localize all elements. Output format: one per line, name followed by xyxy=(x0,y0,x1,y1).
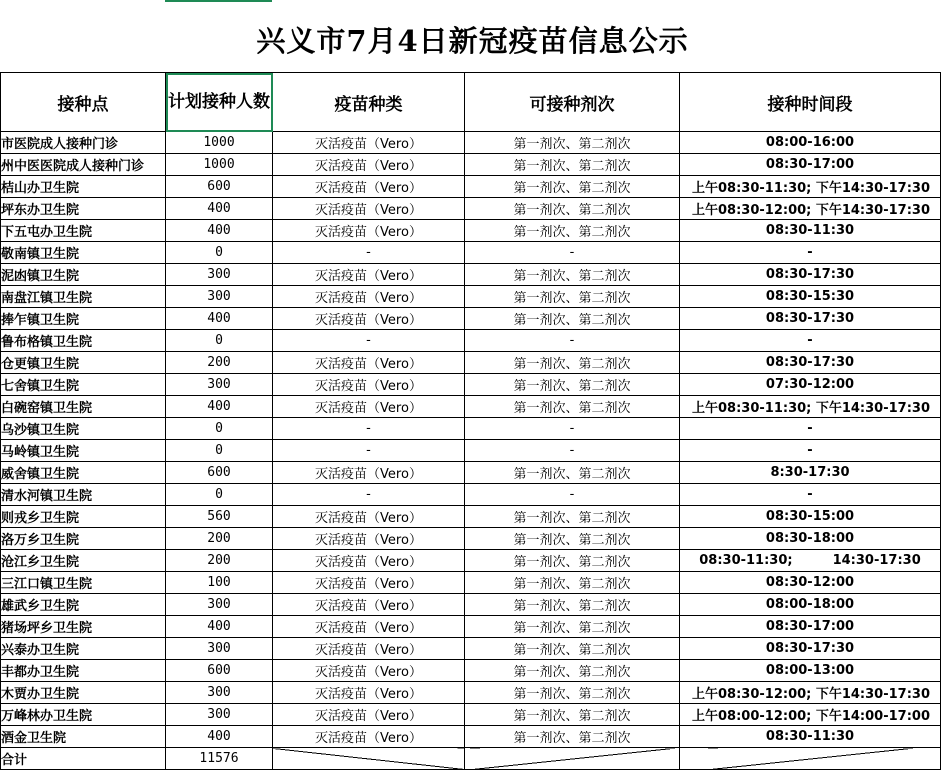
site-cell[interactable]: 洛万乡卫生院 xyxy=(1,528,166,550)
vaccine-cell[interactable]: 灭活疫苗（Vero） xyxy=(273,726,465,748)
table-row xyxy=(1,682,941,704)
site-cell[interactable]: 市医院成人接种门诊 xyxy=(1,132,166,154)
time-cell[interactable] xyxy=(680,682,941,704)
vaccine-cell[interactable]: - xyxy=(273,440,465,462)
table-row xyxy=(1,484,941,506)
table-row xyxy=(1,132,941,154)
site-cell[interactable]: 敬南镇卫生院 xyxy=(1,242,166,264)
total-label[interactable]: 合计 xyxy=(1,748,166,770)
vaccine-cell[interactable]: 灭活疫苗（Vero） xyxy=(273,264,465,286)
planned-cell[interactable]: 100 xyxy=(166,572,273,594)
dose-cell[interactable]: - xyxy=(465,440,680,462)
vaccine-cell[interactable]: 灭活疫苗（Vero） xyxy=(273,572,465,594)
vaccine-cell[interactable]: - xyxy=(273,418,465,440)
vaccine-cell[interactable]: 灭活疫苗（Vero） xyxy=(273,308,465,330)
time-pm: 下午14:30-17:30 xyxy=(815,687,930,702)
table-row xyxy=(1,220,941,242)
time-split xyxy=(680,683,940,702)
time-cell[interactable]: 08:30-17:30 xyxy=(680,352,941,374)
site-cell[interactable]: 兴泰办卫生院 xyxy=(1,638,166,660)
table-row xyxy=(1,286,941,308)
planned-cell[interactable]: 300 xyxy=(166,704,273,726)
table-row xyxy=(1,264,941,286)
vaccine-cell[interactable]: 灭活疫苗（Vero） xyxy=(273,638,465,660)
total-dose-cell[interactable] xyxy=(465,748,680,770)
site-cell[interactable]: 猪场坪乡卫生院 xyxy=(1,616,166,638)
dose-cell[interactable]: 第一剂次、第二剂次 xyxy=(465,352,680,374)
planned-cell[interactable]: 300 xyxy=(166,286,273,308)
site-cell[interactable]: 坪东办卫生院 xyxy=(1,198,166,220)
vaccine-cell[interactable]: - xyxy=(273,484,465,506)
time-cell[interactable]: 08:30-15:30 xyxy=(680,286,941,308)
site-cell[interactable]: 三江口镇卫生院 xyxy=(1,572,166,594)
dose-cell[interactable]: - xyxy=(465,418,680,440)
dose-cell[interactable]: 第一剂次、第二剂次 xyxy=(465,462,680,484)
vaccine-cell[interactable]: 灭活疫苗（Vero） xyxy=(273,286,465,308)
planned-cell[interactable]: 300 xyxy=(166,594,273,616)
dose-cell[interactable]: 第一剂次、第二剂次 xyxy=(465,506,680,528)
dose-cell[interactable]: 第一剂次、第二剂次 xyxy=(465,594,680,616)
planned-cell[interactable]: 300 xyxy=(166,682,273,704)
time-cell[interactable]: - xyxy=(680,440,941,462)
vaccine-cell[interactable]: 灭活疫苗（Vero） xyxy=(273,660,465,682)
table-row xyxy=(1,154,941,176)
time-cell[interactable]: 08:30-17:30 xyxy=(680,264,941,286)
planned-cell[interactable]: 400 xyxy=(166,396,273,418)
time-split xyxy=(680,553,940,568)
table-row xyxy=(1,506,941,528)
header-planned[interactable]: 计划接种人数 xyxy=(166,73,273,132)
site-cell[interactable]: 马岭镇卫生院 xyxy=(1,440,166,462)
time-cell[interactable] xyxy=(680,198,941,220)
planned-cell[interactable]: 0 xyxy=(166,484,273,506)
header-dose[interactable]: 可接种剂次 xyxy=(465,73,680,132)
dose-cell[interactable]: - xyxy=(465,242,680,264)
site-cell[interactable]: 下五屯办卫生院 xyxy=(1,220,166,242)
vaccine-cell[interactable]: 灭活疫苗（Vero） xyxy=(273,682,465,704)
planned-cell[interactable]: 200 xyxy=(166,352,273,374)
dose-cell[interactable]: 第一剂次、第二剂次 xyxy=(465,198,680,220)
table-row xyxy=(1,198,941,220)
header-time[interactable]: 接种时间段 xyxy=(680,73,941,132)
time-am: 08:30-11:30; xyxy=(699,553,793,568)
planned-cell[interactable]: 0 xyxy=(166,330,273,352)
planned-cell[interactable]: 400 xyxy=(166,220,273,242)
time-pm: 下午14:30-17:30 xyxy=(815,401,930,416)
total-planned[interactable]: 11576 xyxy=(166,748,273,770)
dose-cell[interactable]: 第一剂次、第二剂次 xyxy=(465,308,680,330)
vaccine-cell[interactable]: 灭活疫苗（Vero） xyxy=(273,220,465,242)
time-cell[interactable]: 08:30-17:00 xyxy=(680,616,941,638)
table-row xyxy=(1,330,941,352)
planned-cell[interactable]: 300 xyxy=(166,638,273,660)
time-cell[interactable]: 08:00-16:00 xyxy=(680,132,941,154)
page-title: 兴义市7月4日新冠疫苗信息公示 xyxy=(256,23,689,58)
dose-cell[interactable]: 第一剂次、第二剂次 xyxy=(465,396,680,418)
time-split xyxy=(680,177,940,196)
vaccine-cell[interactable]: 灭活疫苗（Vero） xyxy=(273,396,465,418)
planned-cell[interactable]: 200 xyxy=(166,528,273,550)
planned-cell[interactable]: 400 xyxy=(166,616,273,638)
planned-cell[interactable]: 0 xyxy=(166,418,273,440)
time-cell[interactable]: - xyxy=(680,330,941,352)
time-pm: 下午14:30-17:30 xyxy=(815,181,930,196)
dose-cell[interactable]: 第一剂次、第二剂次 xyxy=(465,660,680,682)
dose-cell[interactable]: 第一剂次、第二剂次 xyxy=(465,616,680,638)
time-am: 上午08:00-12:00; xyxy=(692,709,812,724)
site-cell[interactable]: 鲁布格镇卫生院 xyxy=(1,330,166,352)
table-row xyxy=(1,418,941,440)
header-site[interactable]: 接种点 xyxy=(1,73,166,132)
dose-cell[interactable]: 第一剂次、第二剂次 xyxy=(465,550,680,572)
time-cell[interactable]: 08:30-17:30 xyxy=(680,638,941,660)
table-row xyxy=(1,396,941,418)
table-row xyxy=(1,352,941,374)
dose-cell[interactable]: 第一剂次、第二剂次 xyxy=(465,154,680,176)
time-cell[interactable]: 08:30-11:30 xyxy=(680,220,941,242)
vaccine-cell[interactable]: 灭活疫苗（Vero） xyxy=(273,352,465,374)
vaccine-cell[interactable]: 灭活疫苗（Vero） xyxy=(273,594,465,616)
planned-cell[interactable]: 400 xyxy=(166,308,273,330)
planned-cell[interactable]: 200 xyxy=(166,550,273,572)
time-cell[interactable]: 08:30-18:00 xyxy=(680,528,941,550)
vaccine-cell[interactable]: 灭活疫苗（Vero） xyxy=(273,616,465,638)
vaccine-cell[interactable]: 灭活疫苗（Vero） xyxy=(273,176,465,198)
total-vaccine-cell[interactable] xyxy=(273,748,465,770)
table-row xyxy=(1,440,941,462)
vaccine-cell[interactable]: 灭活疫苗（Vero） xyxy=(273,506,465,528)
table-row xyxy=(1,462,941,484)
table-row xyxy=(1,616,941,638)
time-cell[interactable]: 8:30-17:30 xyxy=(680,462,941,484)
time-cell[interactable]: 07:30-12:00 xyxy=(680,374,941,396)
time-cell[interactable]: 08:00-13:00 xyxy=(680,660,941,682)
dose-cell[interactable]: 第一剂次、第二剂次 xyxy=(465,572,680,594)
table-row xyxy=(1,374,941,396)
dose-cell[interactable]: 第一剂次、第二剂次 xyxy=(465,132,680,154)
site-cell[interactable]: 桔山办卫生院 xyxy=(1,176,166,198)
title-row xyxy=(0,0,945,72)
table-row xyxy=(1,550,941,572)
planned-cell[interactable]: 300 xyxy=(166,374,273,396)
vaccine-cell[interactable]: 灭活疫苗（Vero） xyxy=(273,198,465,220)
site-cell[interactable]: 雄武乡卫生院 xyxy=(1,594,166,616)
planned-cell[interactable]: 560 xyxy=(166,506,273,528)
time-cell[interactable]: 08:30-17:00 xyxy=(680,154,941,176)
site-cell[interactable]: 七舍镇卫生院 xyxy=(1,374,166,396)
table-row xyxy=(1,660,941,682)
dose-cell[interactable]: 第一剂次、第二剂次 xyxy=(465,682,680,704)
vaccine-cell[interactable]: 灭活疫苗（Vero） xyxy=(273,528,465,550)
time-cell[interactable]: 08:30-17:30 xyxy=(680,308,941,330)
time-cell[interactable] xyxy=(680,550,941,572)
time-cell[interactable] xyxy=(680,396,941,418)
planned-cell[interactable]: 600 xyxy=(166,176,273,198)
vaccine-cell[interactable]: 灭活疫苗（Vero） xyxy=(273,374,465,396)
planned-cell[interactable]: 1000 xyxy=(166,132,273,154)
site-cell[interactable]: 南盘江镇卫生院 xyxy=(1,286,166,308)
dose-cell[interactable]: 第一剂次、第二剂次 xyxy=(465,374,680,396)
site-cell[interactable]: 捧乍镇卫生院 xyxy=(1,308,166,330)
table-body xyxy=(1,132,941,748)
site-cell[interactable]: 乌沙镇卫生院 xyxy=(1,418,166,440)
vaccine-cell[interactable]: - xyxy=(273,242,465,264)
time-split xyxy=(680,705,940,724)
vaccine-table xyxy=(0,72,941,770)
dose-cell[interactable]: - xyxy=(465,330,680,352)
header-vaccine[interactable]: 疫苗种类 xyxy=(273,73,465,132)
time-split xyxy=(680,397,940,416)
time-am: 上午08:30-12:00; xyxy=(692,687,812,702)
time-cell[interactable]: 08:30-11:30 xyxy=(680,726,941,748)
site-cell[interactable]: 清水河镇卫生院 xyxy=(1,484,166,506)
dose-cell[interactable]: 第一剂次、第二剂次 xyxy=(465,638,680,660)
header-row xyxy=(1,73,941,132)
site-cell[interactable]: 木贾办卫生院 xyxy=(1,682,166,704)
time-pm: 14:30-17:30 xyxy=(832,553,921,568)
dose-cell[interactable]: 第一剂次、第二剂次 xyxy=(465,176,680,198)
dose-cell[interactable]: 第一剂次、第二剂次 xyxy=(465,704,680,726)
vaccine-cell[interactable]: - xyxy=(273,330,465,352)
site-cell[interactable]: 酒金卫生院 xyxy=(1,726,166,748)
time-cell[interactable]: - xyxy=(680,242,941,264)
time-pm: 下午14:00-17:00 xyxy=(815,709,930,724)
site-cell[interactable]: 仓更镇卫生院 xyxy=(1,352,166,374)
time-pm: 下午14:30-17:30 xyxy=(815,203,930,218)
planned-cell[interactable]: 1000 xyxy=(166,154,273,176)
table-row xyxy=(1,242,941,264)
vaccine-cell[interactable]: 灭活疫苗（Vero） xyxy=(273,550,465,572)
site-cell[interactable]: 丰都办卫生院 xyxy=(1,660,166,682)
vaccine-cell[interactable]: 灭活疫苗（Vero） xyxy=(273,154,465,176)
vaccine-cell[interactable]: 灭活疫苗（Vero） xyxy=(273,132,465,154)
total-time-cell[interactable] xyxy=(680,748,941,770)
table-row xyxy=(1,638,941,660)
site-cell[interactable]: 万峰林办卫生院 xyxy=(1,704,166,726)
table-row xyxy=(1,572,941,594)
time-am: 上午08:30-11:30; xyxy=(692,181,812,196)
planned-cell[interactable]: 600 xyxy=(166,462,273,484)
vaccine-cell[interactable]: 灭活疫苗（Vero） xyxy=(273,462,465,484)
planned-cell[interactable]: 400 xyxy=(166,198,273,220)
site-cell[interactable]: 白碗窑镇卫生院 xyxy=(1,396,166,418)
planned-cell[interactable]: 300 xyxy=(166,264,273,286)
time-cell[interactable]: 08:00-18:00 xyxy=(680,594,941,616)
table-row xyxy=(1,176,941,198)
dose-cell[interactable]: 第一剂次、第二剂次 xyxy=(465,286,680,308)
total-row xyxy=(1,748,941,770)
time-cell[interactable]: 08:30-15:00 xyxy=(680,506,941,528)
table-row xyxy=(1,594,941,616)
dose-cell[interactable]: - xyxy=(465,484,680,506)
table-row xyxy=(1,704,941,726)
planned-cell[interactable]: 0 xyxy=(166,440,273,462)
planned-cell[interactable]: 400 xyxy=(166,726,273,748)
dose-cell[interactable]: 第一剂次、第二剂次 xyxy=(465,528,680,550)
site-cell[interactable]: 则戎乡卫生院 xyxy=(1,506,166,528)
planned-cell[interactable]: 0 xyxy=(166,242,273,264)
vaccine-cell[interactable]: 灭活疫苗（Vero） xyxy=(273,704,465,726)
time-split xyxy=(680,199,940,218)
dose-cell[interactable]: 第一剂次、第二剂次 xyxy=(465,220,680,242)
table-row xyxy=(1,308,941,330)
time-cell[interactable]: 08:30-12:00 xyxy=(680,572,941,594)
time-cell[interactable]: - xyxy=(680,418,941,440)
table-row xyxy=(1,528,941,550)
site-cell[interactable]: 威舍镇卫生院 xyxy=(1,462,166,484)
dose-cell[interactable]: 第一剂次、第二剂次 xyxy=(465,726,680,748)
time-cell[interactable]: - xyxy=(680,484,941,506)
site-cell[interactable]: 沧江乡卫生院 xyxy=(1,550,166,572)
site-cell[interactable]: 州中医医院成人接种门诊 xyxy=(1,154,166,176)
site-cell[interactable]: 泥凼镇卫生院 xyxy=(1,264,166,286)
table-row xyxy=(1,726,941,748)
time-cell[interactable] xyxy=(680,704,941,726)
time-cell[interactable] xyxy=(680,176,941,198)
planned-cell[interactable]: 600 xyxy=(166,660,273,682)
dose-cell[interactable]: 第一剂次、第二剂次 xyxy=(465,264,680,286)
time-am: 上午08:30-11:30; xyxy=(692,401,812,416)
time-am: 上午08:30-12:00; xyxy=(692,203,812,218)
